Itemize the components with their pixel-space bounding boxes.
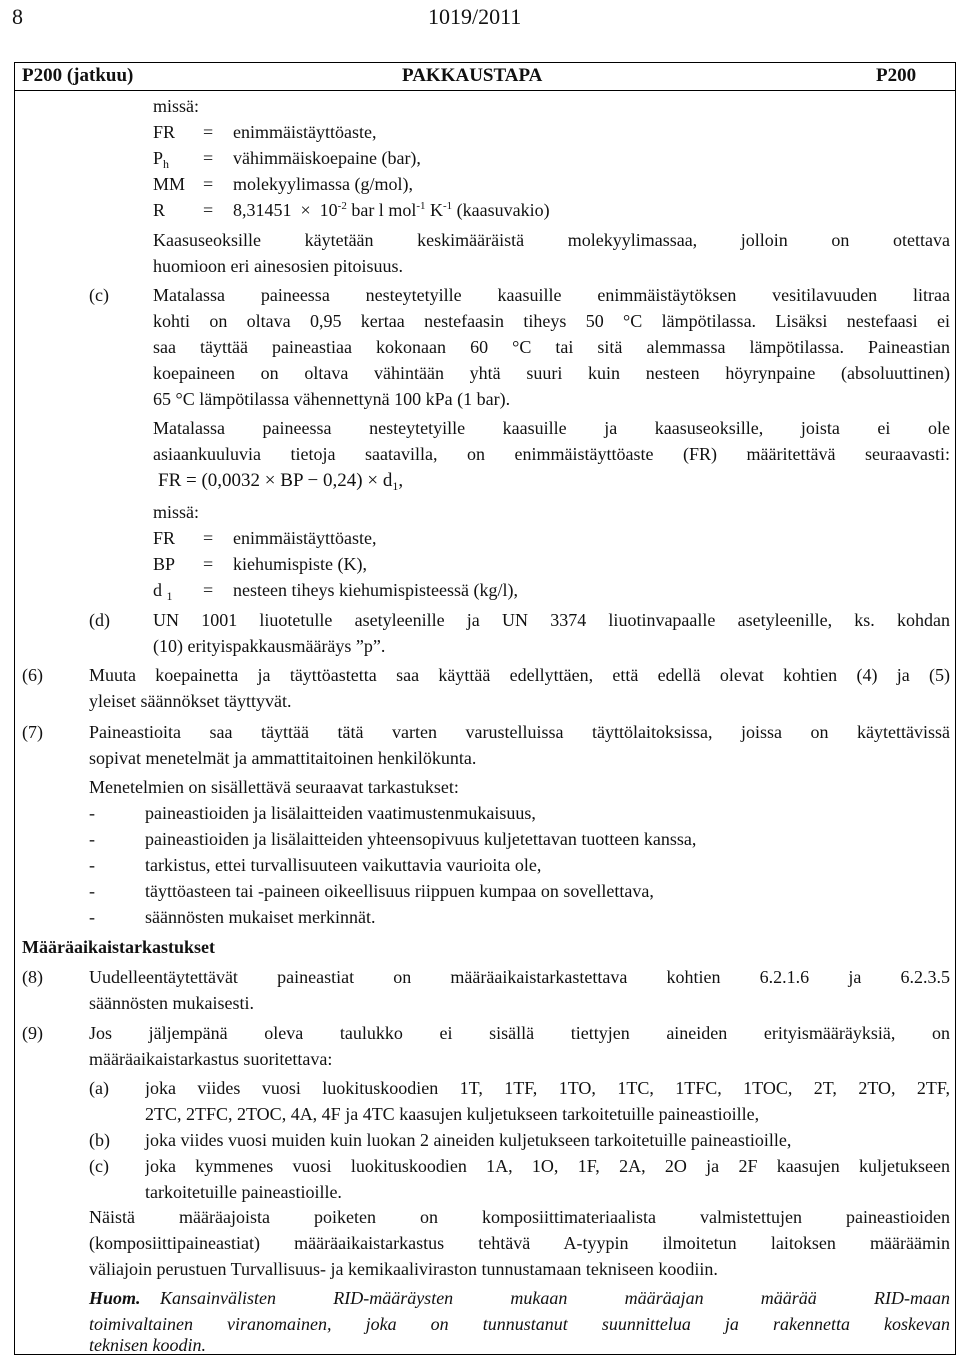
note-line3: teknisen koodin. — [89, 1335, 206, 1355]
header-right: P200 — [876, 65, 917, 86]
item-c-line2: kohti on oltava 0,95 kertaa nestefaasin tiheys 50 °C lämpötilassa. Lisäksi nestefaasi ei — [153, 312, 950, 331]
item-9c-line2: tarkoitetuille paineastioille. — [145, 1182, 342, 1202]
gas-mixture-note-line2: huomioon eri ainesosien pitoisuus. — [153, 256, 403, 276]
item-9-line1: Jos jäljempänä oleva taulukko ei sisällä tiettyjen aineiden erityismääräyksiä, on — [89, 1024, 950, 1043]
item-c-line3: saa täyttää paineastiaa kokonaan 60 °C tai sitä alemmassa lämpötilassa. Paineastian — [153, 338, 950, 357]
item-9b-line1: joka viides vuosi muiden kuin luokan 2 aineiden kuljetukseen tarkoitetuille paineastioille, — [145, 1130, 792, 1150]
item-6-line1: Muuta koepainetta ja täyttöastetta saa käyttää edellyttäen, että edellä olevat kohtien (4) ja (5) — [89, 666, 950, 685]
def-ph-symbol: $P_h$ — [153, 148, 170, 171]
def2-bp-equals: = — [203, 554, 214, 574]
item-9-line2: määräaikaistarkastus suoritettava: — [89, 1049, 333, 1069]
section-title-periodic-inspections: Määräaikaistarkastukset — [22, 937, 215, 957]
item-9a-label: (a) — [89, 1078, 109, 1098]
item-d-line1: UN 1001 liuotetulle asetyleenille ja UN 3374 liuotinvapaalle asetyleenille, ks. kohdan — [153, 611, 950, 630]
def2-d1-equals: = — [203, 580, 214, 600]
item-9a-line2: 2TC, 2TFC, 2TOC, 4A, 4F ja 4TC kaasujen kuljetukseen tarkoitetuille paineastioille, — [145, 1104, 760, 1124]
check-item-2: paineastioiden ja lisälaitteiden yhteensopivuus kuljetettavan tuotteen kanssa, — [145, 829, 697, 849]
check-dash-5: - — [89, 907, 95, 927]
item-c-line4: koepaineen on oltava vähintään yhtä suuri kuin nesteen höyrynpaine (absoluuttinen) — [153, 364, 950, 383]
item-8-line1: Uudelleentäytettävät paineastiat on määräaikaistarkastettava kohtien 6.2.1.6 ja 6.2.3.5 — [89, 968, 950, 987]
check-dash-2: - — [89, 829, 95, 849]
def2-d1-text: nesteen tiheys kiehumispisteessä (kg/l), — [233, 580, 518, 600]
item-c-line5: 65 °C lämpötilassa vähennettynä 100 kPa (1 bar). — [153, 389, 511, 409]
def-mm-text: molekyylimassa (g/mol), — [233, 174, 413, 194]
check-item-3: tarkistus, ettei turvallisuuteen vaikuttavia vaurioita ole, — [145, 855, 542, 875]
def-fr-text: enimmäistäyttöaste, — [233, 122, 377, 142]
item-7-line2: sopivat menetelmät ja ammattitaitoinen henkilökunta. — [89, 748, 477, 768]
check-dash-1: - — [89, 803, 95, 823]
composite-para-line1: Näistä määräajoista poiketen on komposiittimateriaalista valmistettujen paineastioiden — [89, 1208, 950, 1227]
def-r-symbol: R — [153, 200, 166, 220]
composite-para-line3: väliajoin perustuen Turvallisuus- ja kemikaaliviraston tunnustamaan tekniseen koodiin. — [89, 1259, 718, 1279]
def2-bp-symbol: BP — [153, 554, 176, 574]
def2-bp-text: kiehumispiste (K), — [233, 554, 367, 574]
check-item-1: paineastioiden ja lisälaitteiden vaatimustenmukaisuus, — [145, 803, 536, 823]
check-dash-4: - — [89, 881, 95, 901]
header-divider — [14, 90, 956, 91]
item-c-line1: Matalassa paineessa nesteytetyille kaasuille enimmäistäytöksen vesitilavuuden litraa — [153, 286, 950, 305]
note-line2: toimivaltainen viranomainen, joka on tunnustanut suunnittelua ja rakennetta koskevan — [89, 1315, 950, 1334]
item-9c-line1: joka kymmenes vuosi luokituskoodien 1A, 1O, 1F, 2A, 2O ja 2F kaasujen kuljetukseen — [145, 1157, 950, 1176]
item-9a-line1: joka viides vuosi luokituskoodien 1T, 1TF, 1TO, 1TC, 1TFC, 1TOC, 2T, 2TO, 2TF, — [145, 1079, 950, 1098]
item-6-label: (6) — [22, 665, 43, 685]
check-item-4: täyttöasteen tai -paineen oikeellisuus riippuen kumpaa on sovellettava, — [145, 881, 654, 901]
item-8-line2: säännösten mukaisesti. — [89, 993, 254, 1013]
def-fr-symbol: FR — [153, 122, 176, 142]
document-id: 1019/2011 — [428, 4, 522, 29]
header-left: P200 (jatkuu) — [22, 65, 134, 86]
item-9c-label: (c) — [89, 1156, 109, 1176]
item-7-label: (7) — [22, 722, 43, 742]
fill-ratio-formula: FR = (0,0032 × BP − $0,24) \times d_1$, — [158, 470, 404, 493]
check-dash-3: - — [89, 855, 95, 875]
def2-fr-text: enimmäistäyttöaste, — [233, 528, 377, 548]
item-d-label: (d) — [89, 610, 110, 630]
item-7-checks-intro: Menetelmien on sisällettävä seuraavat tarkastukset: — [89, 777, 459, 797]
gas-mixture-note-line1: Kaasuseoksille käytetään keskimääräistä molekyylimassaa, jolloin on otettava — [153, 231, 950, 250]
def-ph-text: vähimmäiskoepaine (bar), — [233, 148, 421, 168]
def-mm-equals: = — [203, 174, 214, 194]
item-c-para2-line1: Matalassa paineessa nesteytetyille kaasuille ja kaasuseoksille, joista ei ole — [153, 419, 950, 438]
item-d-line2: (10) erityispakkausmääräys ”p”. — [153, 636, 386, 656]
item-c-label: (c) — [89, 285, 109, 305]
def-r-value: $8,31451 \times 10^{-2}$ bar l mol$^{-1}$ $K^{-1}$ (kaasuvakio) — [233, 200, 550, 220]
header-title: PAKKAUSTAPA — [402, 65, 543, 86]
page-number: 8 — [12, 4, 23, 29]
item-c-para2-line2: asiaankuuluvia tietoja saatavilla, on enimmäistäyttöaste (FR) määritettävä seuraavasti: — [153, 445, 950, 464]
note-line1: Kansainvälisten RID-määräysten mukaan määräajan määrää RID-maan — [160, 1289, 950, 1308]
item-6-line2: yleiset säännökset täyttyvät. — [89, 691, 292, 711]
composite-para-line2: (komposiittipaineastiat) määräaikaistarkastus tehtävä A-tyypin ilmoitetun laitoksen määräämin — [89, 1234, 950, 1253]
check-item-5: säännösten mukaiset merkinnät. — [145, 907, 376, 927]
item-7-line1: Paineastioita saa täyttää tätä varten varustelluissa täyttölaitoksissa, joissa on käytettävissä — [89, 723, 950, 742]
def2-fr-symbol: FR — [153, 528, 176, 548]
item-9b-label: (b) — [89, 1130, 110, 1150]
def-fr-equals: = — [203, 122, 214, 142]
def-ph-equals: = — [203, 148, 214, 168]
def-mm-symbol: MM — [153, 174, 186, 194]
item-8-label: (8) — [22, 967, 43, 987]
defs2-intro: missä: — [153, 502, 200, 522]
def-r-equals: = — [203, 200, 214, 220]
item-9-label: (9) — [22, 1023, 43, 1043]
def2-d1-symbol: d $_1$ — [153, 580, 173, 603]
def2-fr-equals: = — [203, 528, 214, 548]
note-label: Huom. — [89, 1288, 141, 1308]
defs-intro: missä: — [153, 96, 200, 116]
